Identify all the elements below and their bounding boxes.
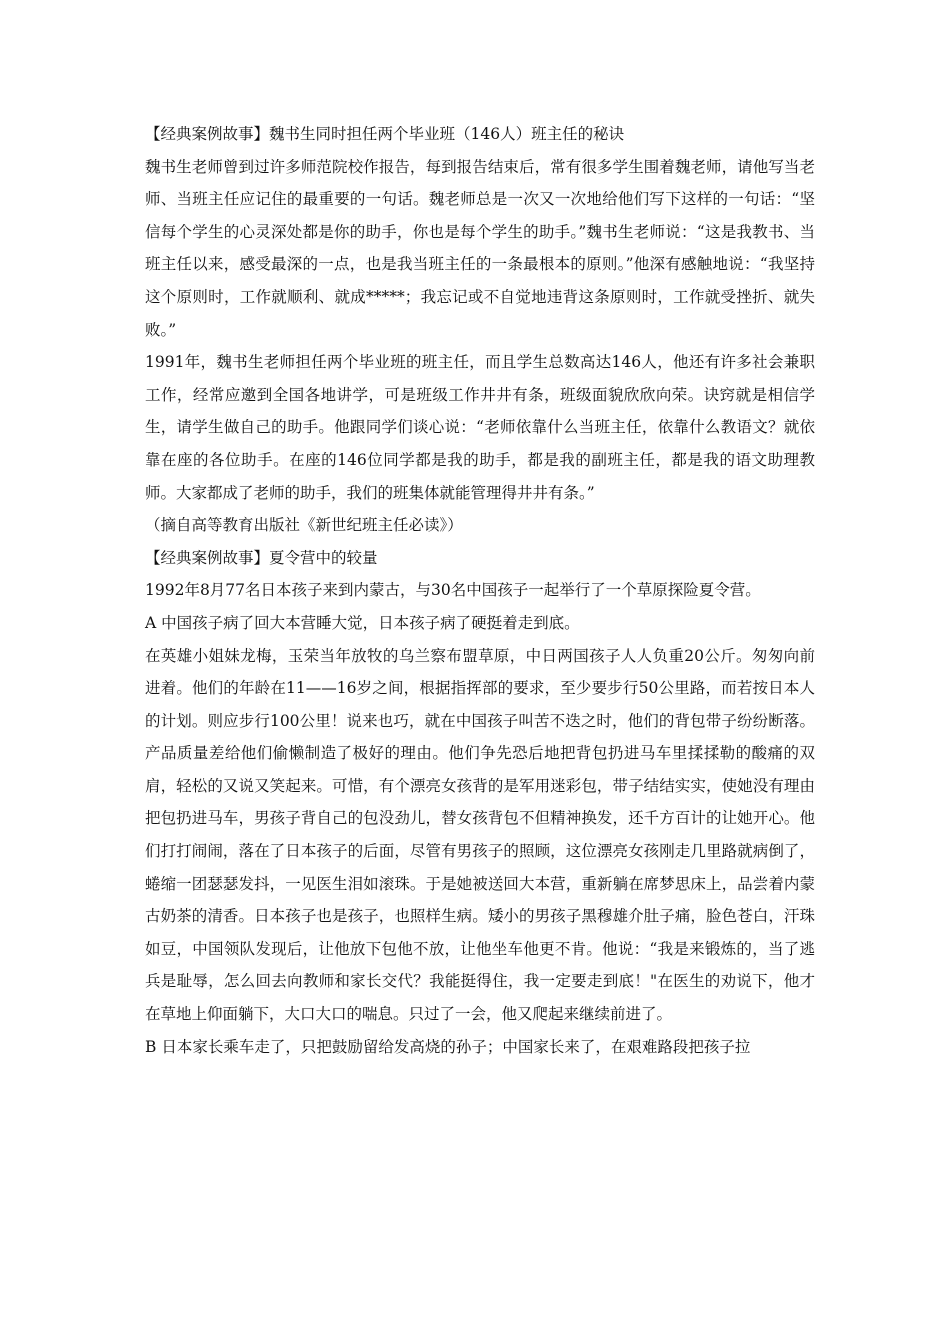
paragraph-wei-1991: 1991年，魏书生老师担任两个毕业班的班主任，而且学生总数高达146人，他还有许多社会兼职工作，经常应邀到全国各地讲学，可是班级工作井井有条，班级面貌欣欣向荣。诀窍就是相信学生，请学生做自己的助手。他跟同学们谈心说：“老师依靠什么当班主任，依靠什么教语文？就依靠在座的各位助手。在座的146位同学都是我的助手，都是我的副班主任，都是我的语文助理教师。大家都成了老师的助手，我们的班集体就能管理得井井有条。” (145, 353, 815, 502)
paragraph-summer-camp-intro: 1992年8月77名日本孩子来到内蒙古，与30名中国孩子一起举行了一个草原探险夏令营。 (145, 581, 761, 600)
section-b-heading: B 日本家长乘车走了，只把鼓励留给发高烧的孙子；中国家长来了，在艰难路段把孩子拉 (145, 1037, 751, 1056)
document-body (145, 118, 815, 1063)
case-story-heading-1: 【经典案例故事】魏书生同时担任两个毕业班（146人）班主任的秘诀 (145, 125, 625, 143)
section-a-heading: A 中国孩子病了回大本营睡大觉，日本孩子病了硬挺着走到底。 (145, 613, 580, 632)
case-story-heading-2: 【经典案例故事】夏令营中的较量 (145, 548, 378, 567)
paragraph-grassland-march: 在英雄小姐妹龙梅，玉荣当年放牧的乌兰察布盟草原，中日两国孩子人人负重20公斤。匆匆向前进着。他们的年龄在11——16岁之间，根据指挥部的要求，至少要步行50公里路，而若按日本人的计划。则应步行100公里！说来也巧，就在中国孩子叫苦不迭之时，他们的背包带子纷纷断落。产品质量差给他们偷懒制造了极好的理由。他们争先恐后地把背包扔进马车里揉揉勒的酸痛的双肩，轻松的又说又笑起来。可惜，有个漂亮女孩背的是军用迷彩包，带子结结实实，使她没有理由把包扔进马车，男孩子背自己的包没劲儿，替女孩背包不但精神换发，还千方百计的让她开心。他们打打闹闹，落在了日本孩子的后面，尽管有男孩子的照顾，这位漂亮女孩刚走几里路就病倒了，蜷缩一团瑟瑟发抖，一见医生泪如滚珠。于是她被送回大本营，重新躺在席梦思床上，品尝着内蒙古奶茶的清香。日本孩子也是孩子，也照样生病。矮小的男孩子黑穆雄介肚子痛，脸色苍白，汗珠如豆，中国领队发现后，让他放下包他不放，让他坐车他更不肯。他说：“我是来锻炼的，当了逃兵是耻辱，怎么回去向教师和家长交代？我能挺得住，我一定要走到底！"在医生的劝说下，他才在草地上仰面躺下，大口大口的喘息。只过了一会，他又爬起来继续前进了。 (145, 646, 815, 1024)
source-citation: （摘自高等教育出版社《新世纪班主任必读》） (145, 516, 463, 535)
paragraph-wei-report: 魏书生老师曾到过许多师范院校作报告，每到报告结束后，常有很多学生围着魏老师，请他写当老师、当班主任应记住的最重要的一句话。魏老师总是一次又一次地给他们写下这样的一句话：“坚信每个学生的心灵深处都是你的助手，你也是每个学生的助手。”魏书生老师说：“这是我教书、当班主任以来，感受最深的一点，也是我当班主任的一条最根本的原则。”他深有感触地说：“我坚持这个原则时，工作就顺利、就成*****；我忘记或不自觉地违背这条原则时，工作就受挫折、就失败。” (145, 157, 815, 339)
